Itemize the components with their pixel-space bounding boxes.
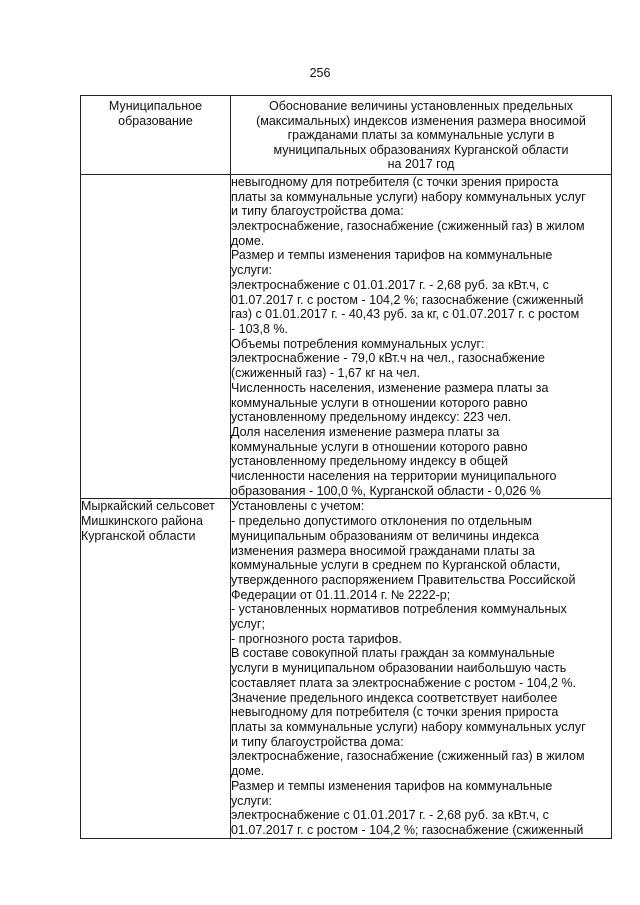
justification-line: Численность населения, изменение размера платы за (231, 380, 549, 395)
justification-line: В составе совокупной платы граждан за коммунальные (231, 646, 555, 661)
justification-line: услуг; (231, 617, 265, 632)
table-row (81, 499, 612, 838)
justification-line: Размер и темпы изменения тарифов на коммунальные (231, 248, 553, 263)
justification-line: невыгодному для потребителя (с точки зрения прироста (231, 174, 559, 189)
justification-line: 01.07.2017 г. с ростом - 104,2 %; газоснабжение (сжиженный (231, 822, 584, 837)
header-municipality (81, 96, 231, 175)
justification-line: доме. (231, 764, 265, 779)
justification-line: установленному предельному индексу: 223 чел. (231, 410, 512, 425)
justification-line: платы за коммунальные услуги) набору коммунальных услуг (231, 719, 586, 734)
justification-line: электроснабжение, газоснабжение (сжиженный газ) в жилом (231, 219, 585, 234)
municipality-line: Курганской области (81, 528, 196, 543)
municipality-cell (81, 499, 231, 838)
justification-line: коммунальные услуги в среднем по Курганской области, (231, 558, 561, 573)
table-row (81, 174, 612, 498)
justification-line: услуги в муниципальном образовании наибольшую часть (231, 661, 567, 676)
header-municipality-line: образование (118, 113, 193, 128)
header-justification-line: (максимальных) индексов изменения размера вносимой (256, 113, 586, 128)
municipality-line: Мыркайский сельсовет (81, 499, 215, 514)
justification-line: изменения размера вносимой гражданами платы за (231, 543, 535, 558)
justification-line: коммунальные услуги в отношении которого равно (231, 395, 528, 410)
page-number: 256 (309, 66, 331, 80)
justification-cell (231, 174, 612, 498)
justification-line: газ) с 01.01.2017 г. - 40,43 руб. за кг, с 01.07.2017 г. с ростом (231, 307, 580, 322)
justification-line: электроснабжение с 01.01.2017 г. - 2,68 руб. за кВт.ч, с (231, 808, 549, 823)
justification-line: - 103,8 %. (231, 322, 288, 336)
justification-line: муниципальным образованиям от величины индекса (231, 528, 540, 543)
justification-line: Объемы потребления коммунальных услуг: (231, 336, 485, 351)
justification-line: - предельно допустимого отклонения по отдельным (231, 514, 533, 529)
justification-line: - прогнозного роста тарифов. (231, 631, 402, 646)
justification-line: и типу благоустройства дома: (231, 204, 404, 219)
justification-line: электроснабжение - 79,0 кВт.ч на чел., газоснабжение (231, 351, 545, 366)
justification-line: услуги: (231, 263, 272, 278)
municipality-cell (81, 174, 231, 498)
justification-line: невыгодному для потребителя (с точки зрения прироста (231, 705, 559, 720)
table-header-row (81, 96, 612, 175)
municipality-line: Мишкинского района (81, 514, 203, 529)
justification-cell (231, 499, 612, 838)
header-justification-line: Обоснование величины установленных предельных (269, 99, 573, 113)
justification-line: Значение предельного индекса соответствует наиболее (231, 690, 558, 705)
justification-line: утвержденного распоряжением Правительства Российской (231, 572, 576, 587)
justification-line: установленному предельному индексу в общей (231, 454, 508, 469)
header-justification-line: гражданами платы за коммунальные услуги в (287, 128, 555, 143)
justification-line: 01.07.2017 г. с ростом - 104,2 %; газоснабжение (сжиженный (231, 292, 584, 307)
header-justification-line: на 2017 год (387, 157, 455, 172)
justification-line: электроснабжение с 01.01.2017 г. - 2,68 руб. за кВт.ч, с (231, 277, 549, 292)
justification-line: платы за коммунальные услуги) набору коммунальных услуг (231, 189, 586, 204)
header-justification (231, 96, 612, 175)
justification-line: образования - 100,0 %, Курганской области - 0,026 % (231, 483, 541, 498)
justification-line: Федерации от 01.11.2014 г. № 2222-р; (231, 587, 451, 602)
justification-line: коммунальные услуги в отношении которого равно (231, 439, 528, 454)
header-municipality-line: Муниципальное (108, 99, 203, 113)
justification-line: составляет плата за электроснабжение с ростом - 104,2 %. (231, 675, 576, 690)
header-justification-line: муниципальных образованиях Курганской области (273, 142, 569, 157)
justification-line: услуги: (231, 793, 272, 808)
justification-line: Доля населения изменение размера платы за (231, 424, 500, 439)
justification-line: электроснабжение, газоснабжение (сжиженный газ) в жилом (231, 749, 585, 764)
justification-line: Установлены с учетом: (231, 499, 365, 514)
justification-line: - установленных нормативов потребления коммунальных (231, 602, 567, 617)
justification-line: и типу благоустройства дома: (231, 734, 404, 749)
justification-line: доме. (231, 233, 265, 248)
justification-table (80, 95, 612, 839)
justification-line: (сжиженный газ) - 1,67 кг на чел. (231, 366, 421, 381)
justification-line: численности населения на территории муниципального (231, 469, 557, 484)
justification-line: Размер и темпы изменения тарифов на коммунальные (231, 778, 553, 793)
